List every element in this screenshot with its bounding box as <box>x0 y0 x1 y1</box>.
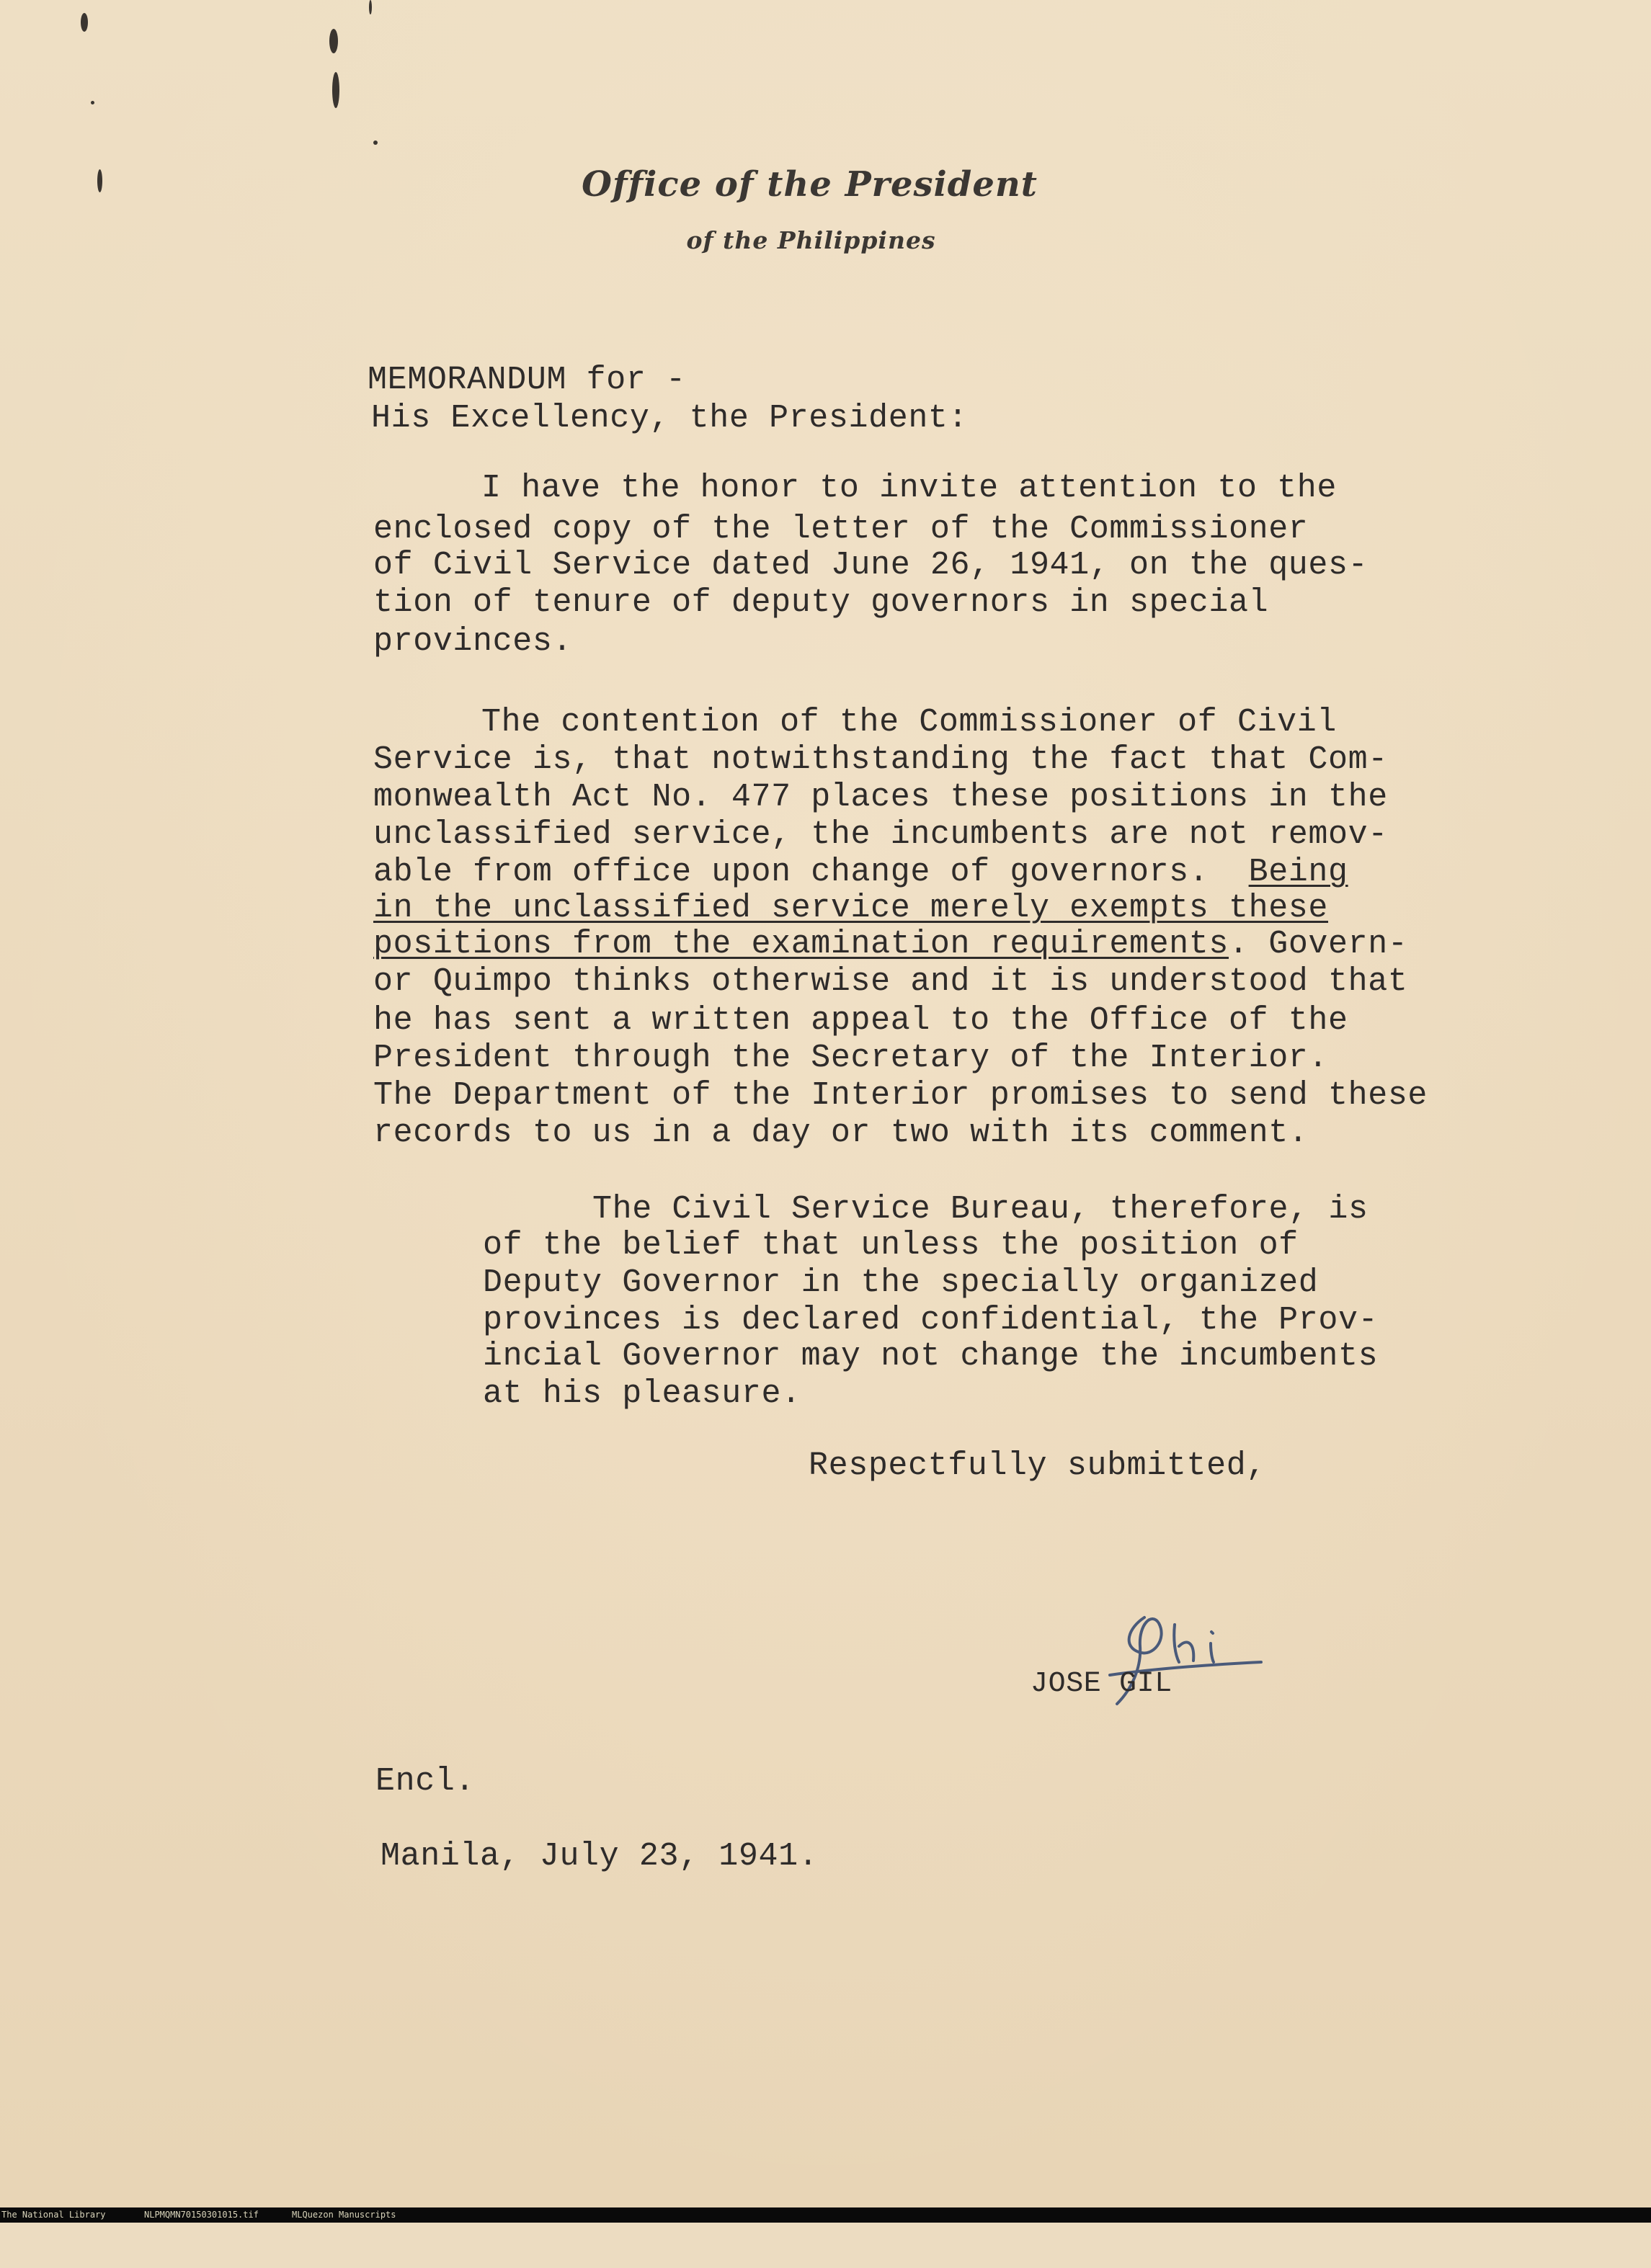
paragraph-2-line: President through the Secretary of the Interior. <box>373 1040 1329 1076</box>
plain-text: . Govern- <box>1229 926 1408 963</box>
paragraph-3-line: of the belief that unless the position of <box>483 1227 1299 1264</box>
paragraph-3-line: Deputy Governor in the specially organized <box>483 1264 1319 1301</box>
letterhead-title: Office of the President <box>582 164 1038 205</box>
staple-mark <box>369 0 372 14</box>
underlined-text: Being <box>1248 854 1348 890</box>
paragraph-2-line: records to us in a day or two with its comment. <box>373 1115 1309 1151</box>
paragraph-3-line: provinces is declared confidential, the Prov- <box>483 1302 1379 1339</box>
paragraph-2-line: The contention of the Commissioner of Civil <box>481 704 1337 741</box>
paragraph-2-line: The Department of the Interior promises to send these <box>373 1077 1428 1114</box>
enclosure-note: Encl. <box>375 1763 476 1800</box>
staple-mark <box>373 140 378 145</box>
memo-heading: MEMORANDUM for - <box>368 362 686 398</box>
paragraph-2-line <box>373 854 1348 890</box>
paragraph-2-line: unclassified service, the incumbents are not remov- <box>373 816 1388 853</box>
paragraph-1-line: tion of tenure of deputy governors in special <box>373 584 1269 621</box>
footer-filename: NLPMQMN70150301015.tif <box>144 2210 259 2220</box>
paragraph-1-line: enclosed copy of the letter of the Commissioner <box>373 511 1309 548</box>
place-and-date: Manila, July 23, 1941. <box>381 1838 819 1875</box>
paragraph-3-line: The Civil Service Bureau, therefore, is <box>592 1191 1369 1228</box>
footer-collection: MLQuezon Manuscripts <box>292 2210 396 2220</box>
paragraph-1-line: of Civil Service dated June 26, 1941, on the ques- <box>373 547 1369 584</box>
paragraph-2-line <box>373 927 1407 963</box>
staple-mark <box>81 13 88 32</box>
staple-mark <box>332 72 339 108</box>
paragraph-2-line: monwealth Act No. 477 places these positions in the <box>373 779 1388 816</box>
plain-text: able from office upon change of governors. <box>373 854 1249 890</box>
paragraph-1-line: I have the honor to invite attention to the <box>481 470 1337 506</box>
closing: Respectfully submitted, <box>809 1447 1266 1484</box>
letterhead-subtitle: of the Philippines <box>686 226 936 254</box>
signatory-name: JOSE GIL <box>1031 1668 1172 1700</box>
underlined-line: in the unclassified service merely exempts these <box>373 890 1329 927</box>
paragraph-2-line: he has sent a written appeal to the Office of the <box>373 1002 1348 1039</box>
staple-mark <box>91 101 94 104</box>
footer-library: The National Library <box>1 2210 106 2220</box>
paragraph-2-line: or Quimpo thinks otherwise and it is understood that <box>373 963 1408 1000</box>
paragraph-2-line: Service is, that notwithstanding the fact that Com- <box>373 741 1388 778</box>
paragraph-1-line: provinces. <box>373 623 573 660</box>
paragraph-3-line: incial Governor may not change the incumbents <box>483 1338 1379 1375</box>
underlined-text: positions from the examination requirements <box>373 926 1229 963</box>
staple-mark <box>329 29 338 53</box>
paragraph-3-line: at his pleasure. <box>483 1375 801 1412</box>
memo-addressee: His Excellency, the President: <box>371 400 969 437</box>
scan-footer <box>0 2207 1651 2223</box>
